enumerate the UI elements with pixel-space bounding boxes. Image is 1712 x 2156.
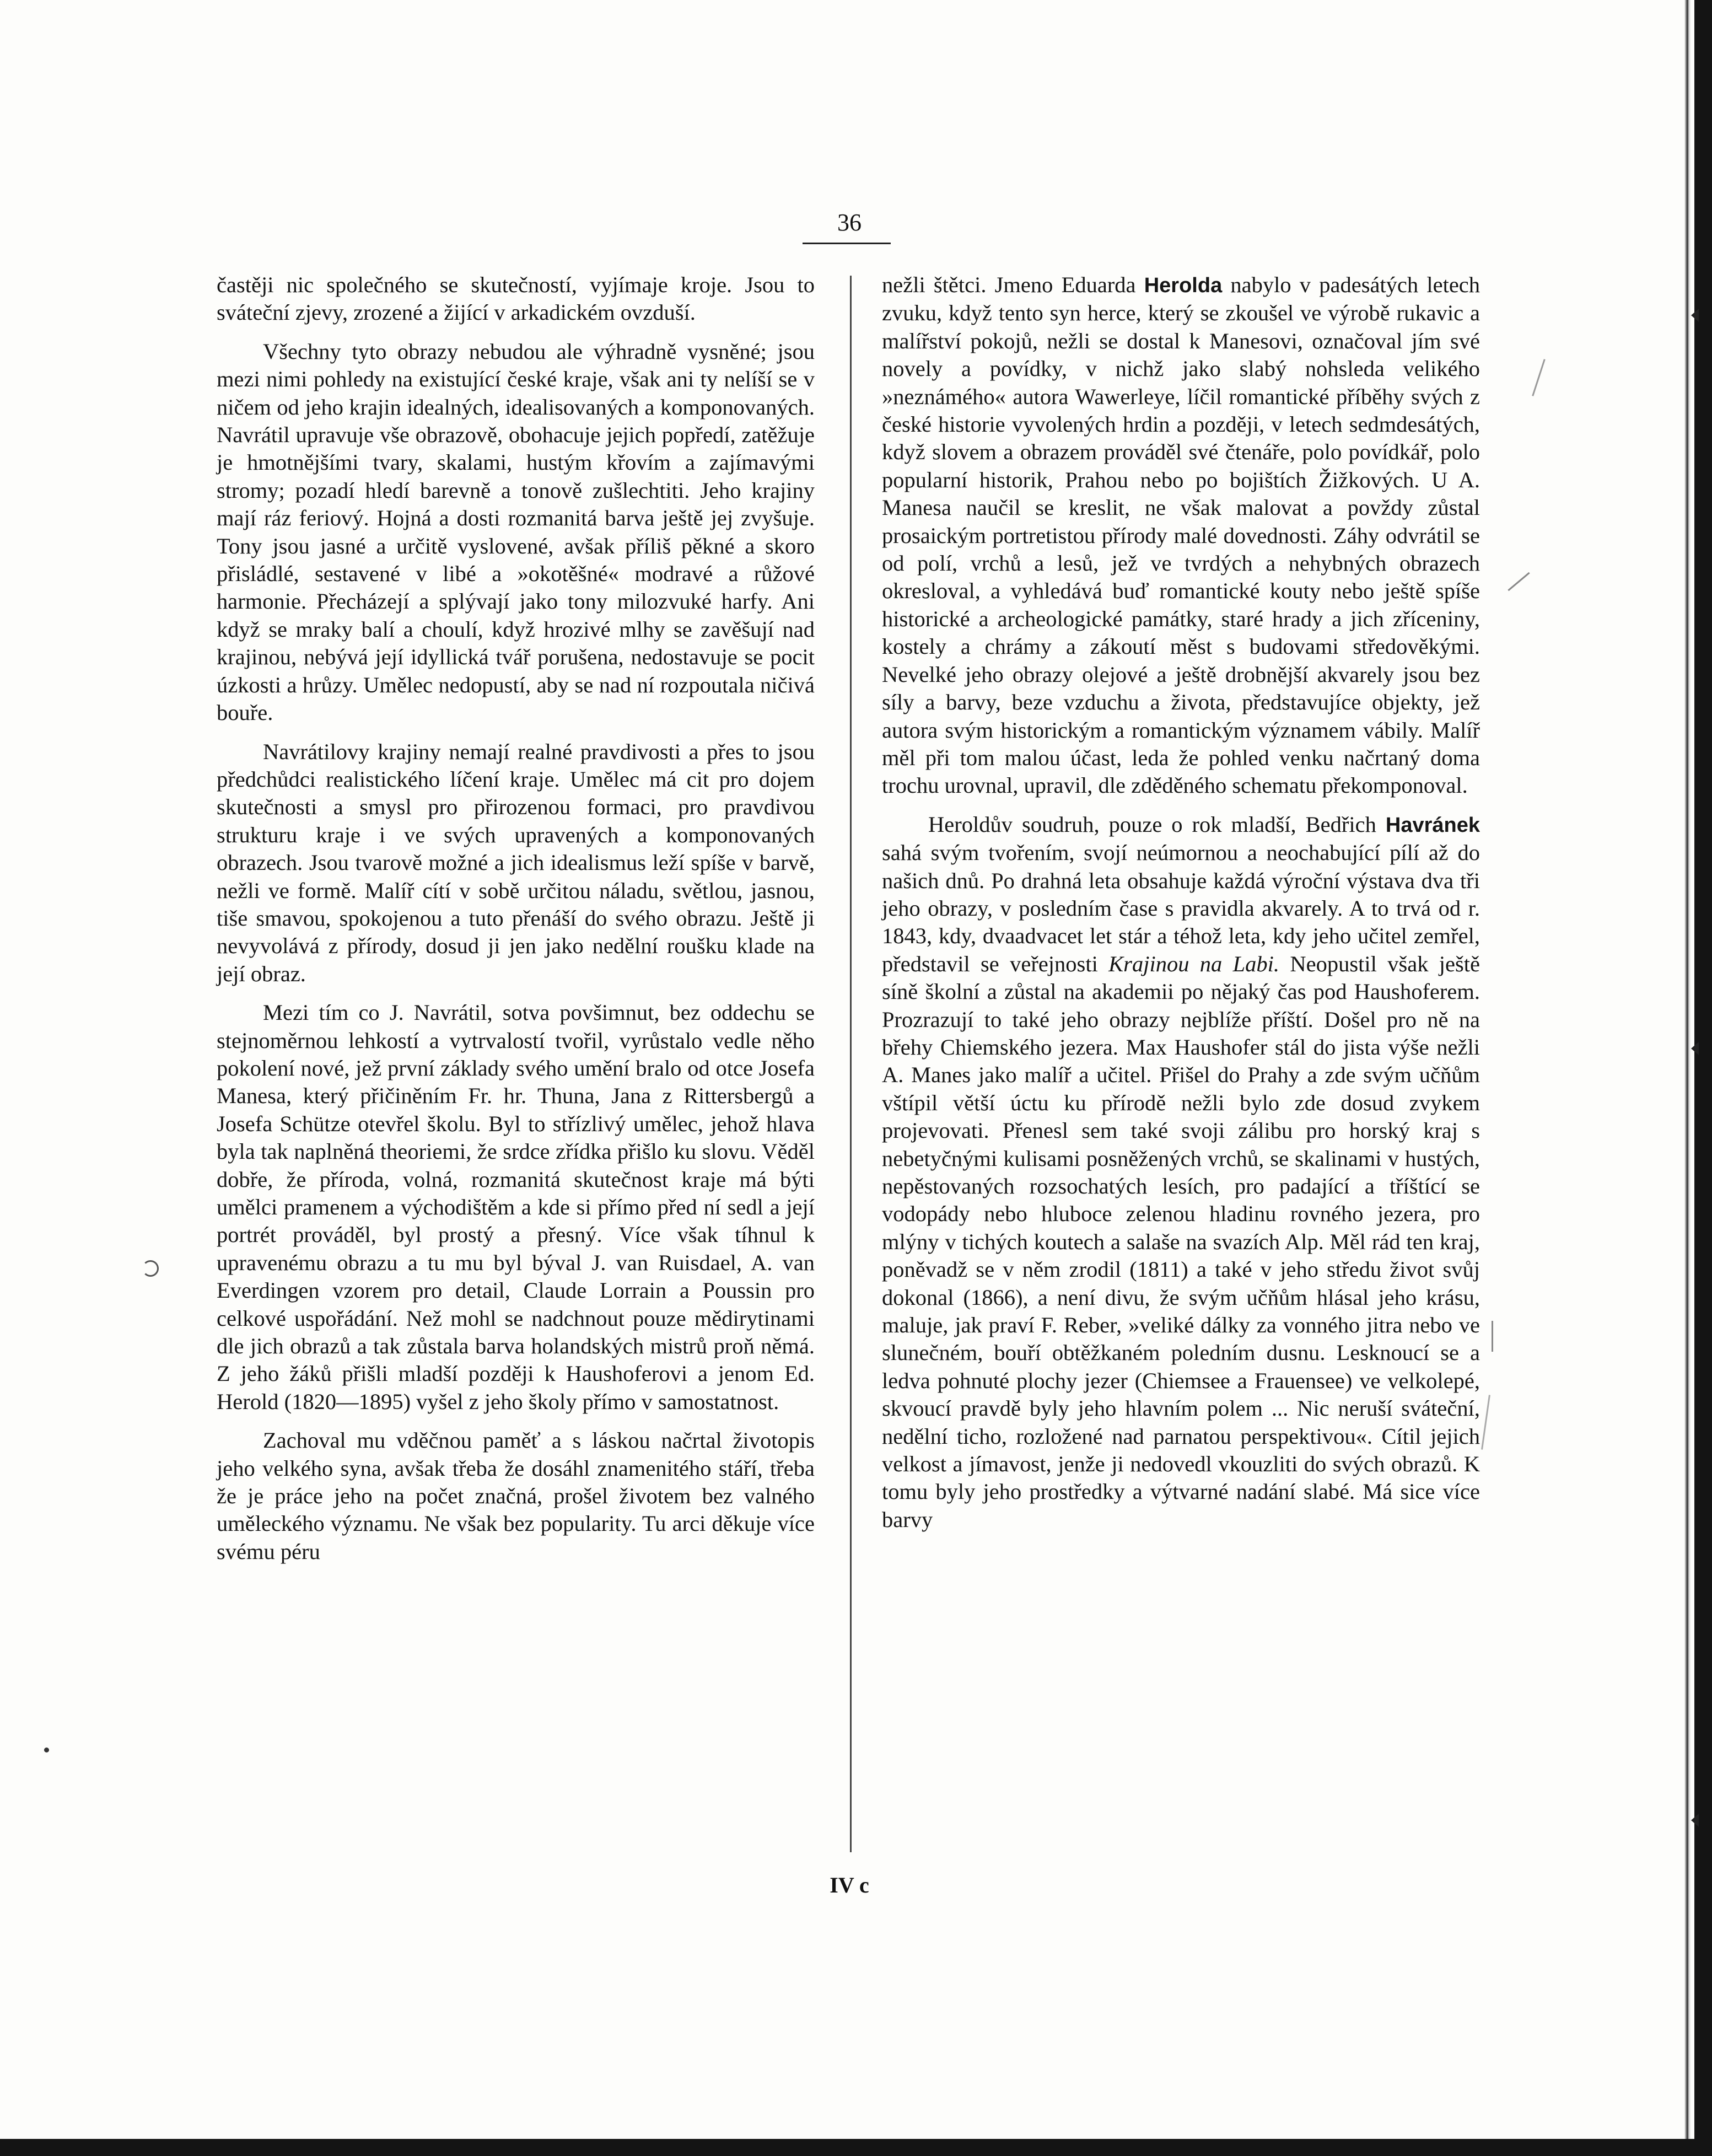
page-edge-shadow [1684,0,1691,2139]
edge-arrow-mark [1691,1814,1699,1827]
paragraph: častěji nic společného se skutečností, vyjímaje kroje. Jsou to sváteční zjevy, zrozené a žijící v arkadickém ovzduší. [217,272,815,325]
text-run: nežli štětci. Jmeno Eduarda [882,272,1136,297]
paragraph: Všechny tyto obrazy nebudou ale výhradně vysněné; jsou mezi nimi pohledy na existující české kraje, však ani ty nelíší se v ničem od jeho krajin idealných, idealisovaných a komponovaných. Navrátil upravuje vše obrazově, obohacuje jejich popředí, zatěžuje je hmotnějšími tvary, skalami, hustým křovím a zajímavými stromy; pozadí hledí barevně a tonově zušlechtiti. Jeho krajiny mají ráz feriový. Hojná a dosti rozmanitá barva ještě jej zvyšuje. Tony jsou jasné a určitě vyslovené, avšak příliš pěkné a skoro přisládlé, sestavené v libé a »okotěšné« modravé a růžové harmonie. Přecházejí a splývají jako tony milozvuké harfy. Ani když se mraky balí a choulí, když hrozivé mlhy se zavěšují nad krajinou, nebývá její idyllická tvář porušena, nedostavuje se pocit úzkosti a hrůzy. Umělec nedopustí, aby se nad ní rozpoutala ničivá bouře. [217,338,815,725]
margin-tick-mark [1492,1321,1493,1352]
name-havranek: Havránek [1385,813,1480,837]
edge-arrow-mark [1691,1042,1699,1055]
text-run: Heroldův soudruh, pouze o rok mladší, Bedřich [928,811,1376,837]
left-column [217,271,815,1577]
edge-arrow-mark [1691,309,1699,322]
paragraph [882,811,1480,1534]
text-run: sahá svým tvořením, svojí neúmornou a neochabující pílí až do našich dnů. Po drahná leta obsahuje každá výroční výstava dva tři jeho obrazy, v posledním čase s pravidla akvarely. A to trvá od r. 1843, kdy, dvaadvacet let stár a téhož leta, kdy jeho učitel zemřel, představil se veřejnosti [882,840,1480,976]
margin-tick-mark [1508,572,1530,591]
text-run: nabylo v padesátých letech zvuku, když tento syn herce, který se zkoušel ve výrobě rukavic a malířství pokojů, nežli se dostal k Manesovi, označoval jím své novely a povídky, v nichž jako slabý nohsleda velikého »neznámého« autora Wawerleye, líčil romantické příběhy svých z české historie vyvolených hrdin a později, v letech sedmdesátých, když slovem a obrazem prováděl své čtenáře, polo povídkář, polo popularní historik, Prahou nebo po bojištích Žižkových. U A. Manesa naučil se kreslit, ne však malovat a povždy zůstal prosaickým portretistou přírody malé dovednosti. Záhy odvrátil se od polí, vrchů a lesů, jež ve tvrdých a nehybných obrazech okresloval, a vyhledává buď romantické kouty nebo ještě spíše historické a archeologické památky, staré hrady a jich zříceniny, kostely a chrámy a zákoutí měst s budovami středověkými. Nevelké jeho obrazy olejové a ještě drobnější akvarely jsou bez síly a barvy, beze vzduchu a života, představujíce objekty, jež autora svým historickým a romantickým významem vábily. Malíř měl při tom malou účast, leda že pohled venku načrtaný doma trochu urovnal, upravil, dle zděděného schematu překomponoval. [882,272,1480,798]
name-herold: Herolda [1144,274,1223,297]
printer-signature: IV c [830,1873,869,1897]
column-divider [850,276,852,1852]
page-number: 36 [837,209,862,236]
margin-tick-mark [1481,1395,1490,1449]
paragraph: Navrátilovy krajiny nemají realné pravdivosti a přes to jsou předchůdci realistického líčení kraje. Umělec má cit pro dojem skutečnosti a smysl pro přirozenou formaci, pro pravdivou strukturu kraje i ve svých upravených a komponovaných obrazech. Jsou tvarově možné a jich idealismus leží spíše v barvě, nežli ve formě. Malíř cítí v sobě určitou náladu, světlou, jasnou, tiše smavou, spokojenou a tuto přenáší do svého obrazu. Ještě ji nevyvolává z přírody, dosud ji jen jako nedělní roušku klade na její obraz. [217,739,815,986]
work-title: Krajinou na Labi. [1108,951,1280,976]
margin-tick-mark [1532,359,1545,396]
paragraph: Mezi tím co J. Navrátil, sotva povšimnut, bez oddechu se stejnoměrnou lehkostí a vytrvalostí tvořil, vyrůstalo vedle něho pokolení nové, jež první základy svého umění bralo od otce Josefa Manesa, který přičiněním Fr. hr. Thuna, Jana z Rittersbergů a Josefa Schütze otevřel školu. Byl to střízlivý umělec, jehož hlava byla tak naplněná theoriemi, že srdce zřídka přišlo ku slovu. Věděl dobře, že příroda, volná, rozmanitá skutečnost kraje má býti umělci pramenem a východištěm a kde si přímo před ní sedl a její portrét prováděl, byl prostý a přesný. Více však tíhnul k upravenému obrazu a tu mu byl býval J. van Ruisdael, A. van Everdingen vzorem pro detail, Claude Lorrain a Poussin pro celkové uspořádání. Než mohl se nadchnout pouze mědirytinami dle jich obrazů a tak zůstala barva holandských mistrů proň němá. Z jeho žáků přišli mladší později k Haushoferovi a jenom Ed. Herold (1820—1895) vyšel z jeho školy přímo v samostatnost. [217,1000,815,1414]
paragraph [882,271,1480,800]
margin-dot-mark [44,1748,49,1752]
paragraph: Zachoval mu vděčnou paměť a s láskou načrtal životopis jeho velkého syna, avšak třeba že dosáhl znamenitého stáří, třeba že je práce jeho na počet značná, prošel životem bez valného uměleckého významu. Ne však bez popularity. Tu arci děkuje více svému péru [217,1428,815,1564]
margin-circle-mark [142,1260,159,1277]
text-run: Neopustil však ještě síně školní a zůstal na akademii po nějaký čas pod Haushoferem. Prozrazují to také jeho obrazy nejblíže příští. Došel pro ně na břehy Chiemského jezera. Max Haushofer stál do jista výše nežli A. Manes jako malíř a učitel. Přišel do Prahy a zde svým učňům vštípil větší úctu ku přírodě nežli bylo zde dosud zvykem projevovati. Přenesl sem také svoji zálibu pro horský kraj s nebetyčnými kulisami posněžených vrchů, se skalinami v hustých, nepěstovaných rozsochatých lesích, pro padající a tříštící se vodopády nebo hluboce zelenou hladinu rovného jezera, pro mlýny v tichých koutech a salaše na svazích Alp. Měl rád ten kraj, poněvadž se v něm zrodil (1811) a také v jeho středu život svůj dokonal (1866), a není divu, že svým učňům hlásal jeho krásu, maluje, jak praví F. Reber, »veliké dálky za vonného jitra nebo ve slunečném, bouří obtěžkaném poledním dusnu. Lesknoucí se a ledva pohnuté plochy jezer (Chiemsee a Frauensee) ve velkolepé, skvoucí pravdě byly jeho hlavním polem ... Nic neruší sváteční, nedělní ticho, rozložené nad parnatou perspektivou«. Cítil jejich velkost a jímavost, jenže ji nedovedl vkouzliti do svých obrazů. K tomu byly jeho prostředky a výtvarné nadání slabé. Má sice více barvy [882,951,1480,1532]
right-column [882,271,1480,1545]
page-number-rule [803,243,891,244]
